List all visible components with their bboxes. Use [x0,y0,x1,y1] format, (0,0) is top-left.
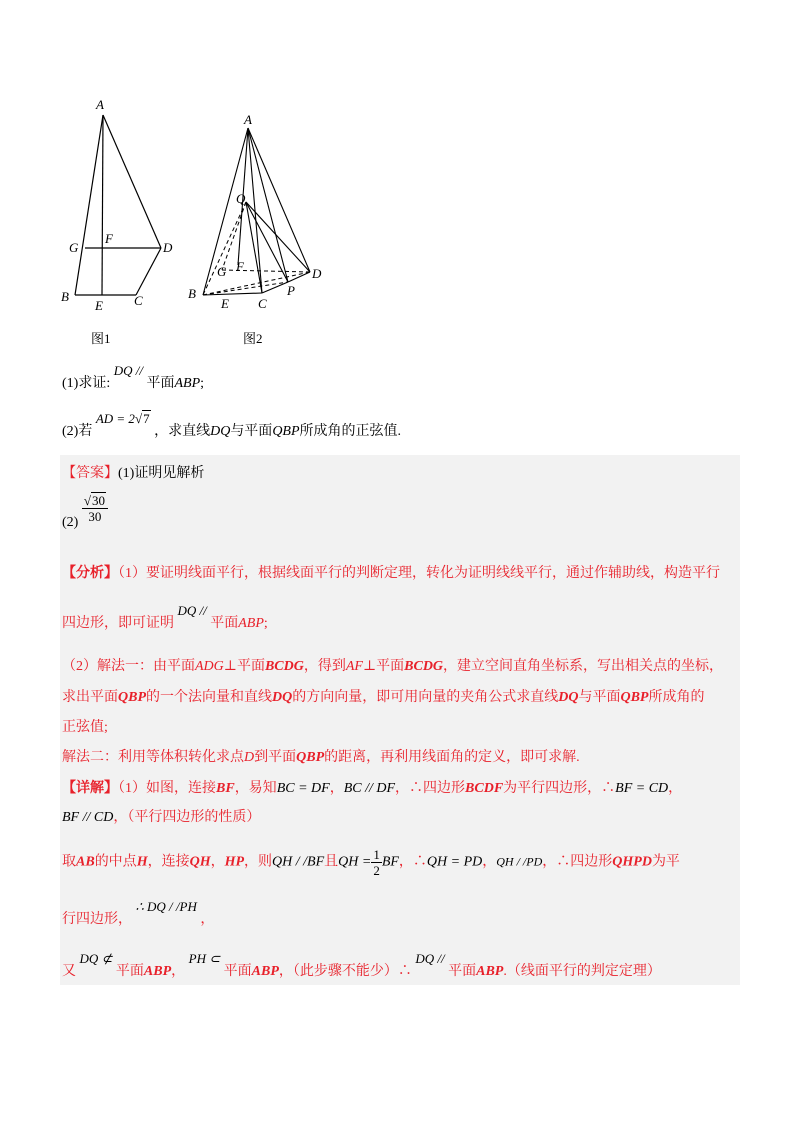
edge-QD [246,202,310,272]
label-A: A [244,112,252,127]
edge-DC [136,248,161,295]
analysis-line-6: 解法二：利用等体积转化求点D到平面QBP的距离，再利用线面角的定义，即可求解. [62,750,580,765]
answer-fraction: $\frac{√30}{30}$ [82,493,108,524]
analysis-tag: 【分析】 [62,566,118,581]
detail-line-5: 又 DQ ⊄ 平面ABP， PH ⊂ 平面ABP，（此步骤不能少）∴ DQ // 平面ABP.（线面平行的判定定理） [62,951,661,979]
analysis-line-2: 四边形，即可证明 DQ // 平面ABP; [62,603,268,631]
analysis-line-4: 求出平面QBP的一个法向量和直线DQ的方向向量，即可用向量的夹角公式求直线DQ与平面QBP所成角的 [62,690,705,705]
label-P: P [287,283,295,298]
q2-math: AD = 2√7 [95,411,150,426]
label-E: E [221,296,229,311]
figure-2-diagram [180,110,330,320]
edge-QP [246,202,288,282]
analysis-line-5: 正弦值; [62,720,108,735]
edge-PD [288,272,310,282]
label-G: G [217,264,227,279]
analysis-line-3: （2）解法一：由平面ADG⊥平面BCDG，得到AF⊥平面BCDG，建立空间直角坐标系，写出相关点的坐标， [62,659,724,674]
figure-2-caption: 图2 [243,331,263,346]
answer-line-2: (2) $\frac{√30}{30}$ [62,493,108,524]
figure-1-diagram [55,95,185,320]
label-C: C [258,296,267,311]
fraction-one-half: $\frac{1}{2}$ [373,847,380,878]
figure-1-caption: 图1 [91,331,111,346]
label-B: B [188,286,196,301]
detail-tag: 【详解】 [62,781,118,796]
label-A: A [96,97,104,112]
edge-QC [246,202,262,293]
edge-AB [75,115,103,295]
question-1: (1)求证: DQ // 平面ABP; [62,363,205,391]
edge-AD [248,128,310,272]
detail-line-2: BF // CD，（平行四边形的性质） [62,810,261,825]
answer-line-1: 【答案】(1)证明见解析 [62,466,205,481]
edge-AD [103,115,161,248]
label-G: G [69,240,79,255]
label-D: D [312,266,322,281]
label-F: F [105,231,113,246]
detail-line-3: 取AB的中点H，连接QH，HP，则QH / /BF且QH = $\frac{1}{2}$ BF，∴QH = PD，QH / /PD，∴四边形QHPD为平 [62,847,680,878]
q1-math: DQ // [113,363,143,378]
label-E: E [95,298,103,313]
edge-AE [102,115,103,295]
label-C: C [134,293,143,308]
label-B: B [61,289,69,304]
question-2: (2)若 AD = 2√7 ，求直线DQ与平面QBP所成角的正弦值. [62,411,402,439]
detail-line-4: 行四边形， ∴ DQ / /PH ， [62,899,215,927]
detail-line-1: 【详解】（1）如图，连接BF，易知BC = DF，BC // DF，∴四边形BCDF为平行四边形，∴BF = CD， [62,781,683,796]
analysis-line-1: 【分析】（1）要证明线面平行，根据线面平行的判断定理，转化为证明线线平行，通过作辅助线，构造平行 [62,566,720,581]
label-F: F [236,259,244,274]
answer-tag: 【答案】 [62,466,118,481]
label-Q: Q [236,191,246,206]
label-D: D [163,240,173,255]
